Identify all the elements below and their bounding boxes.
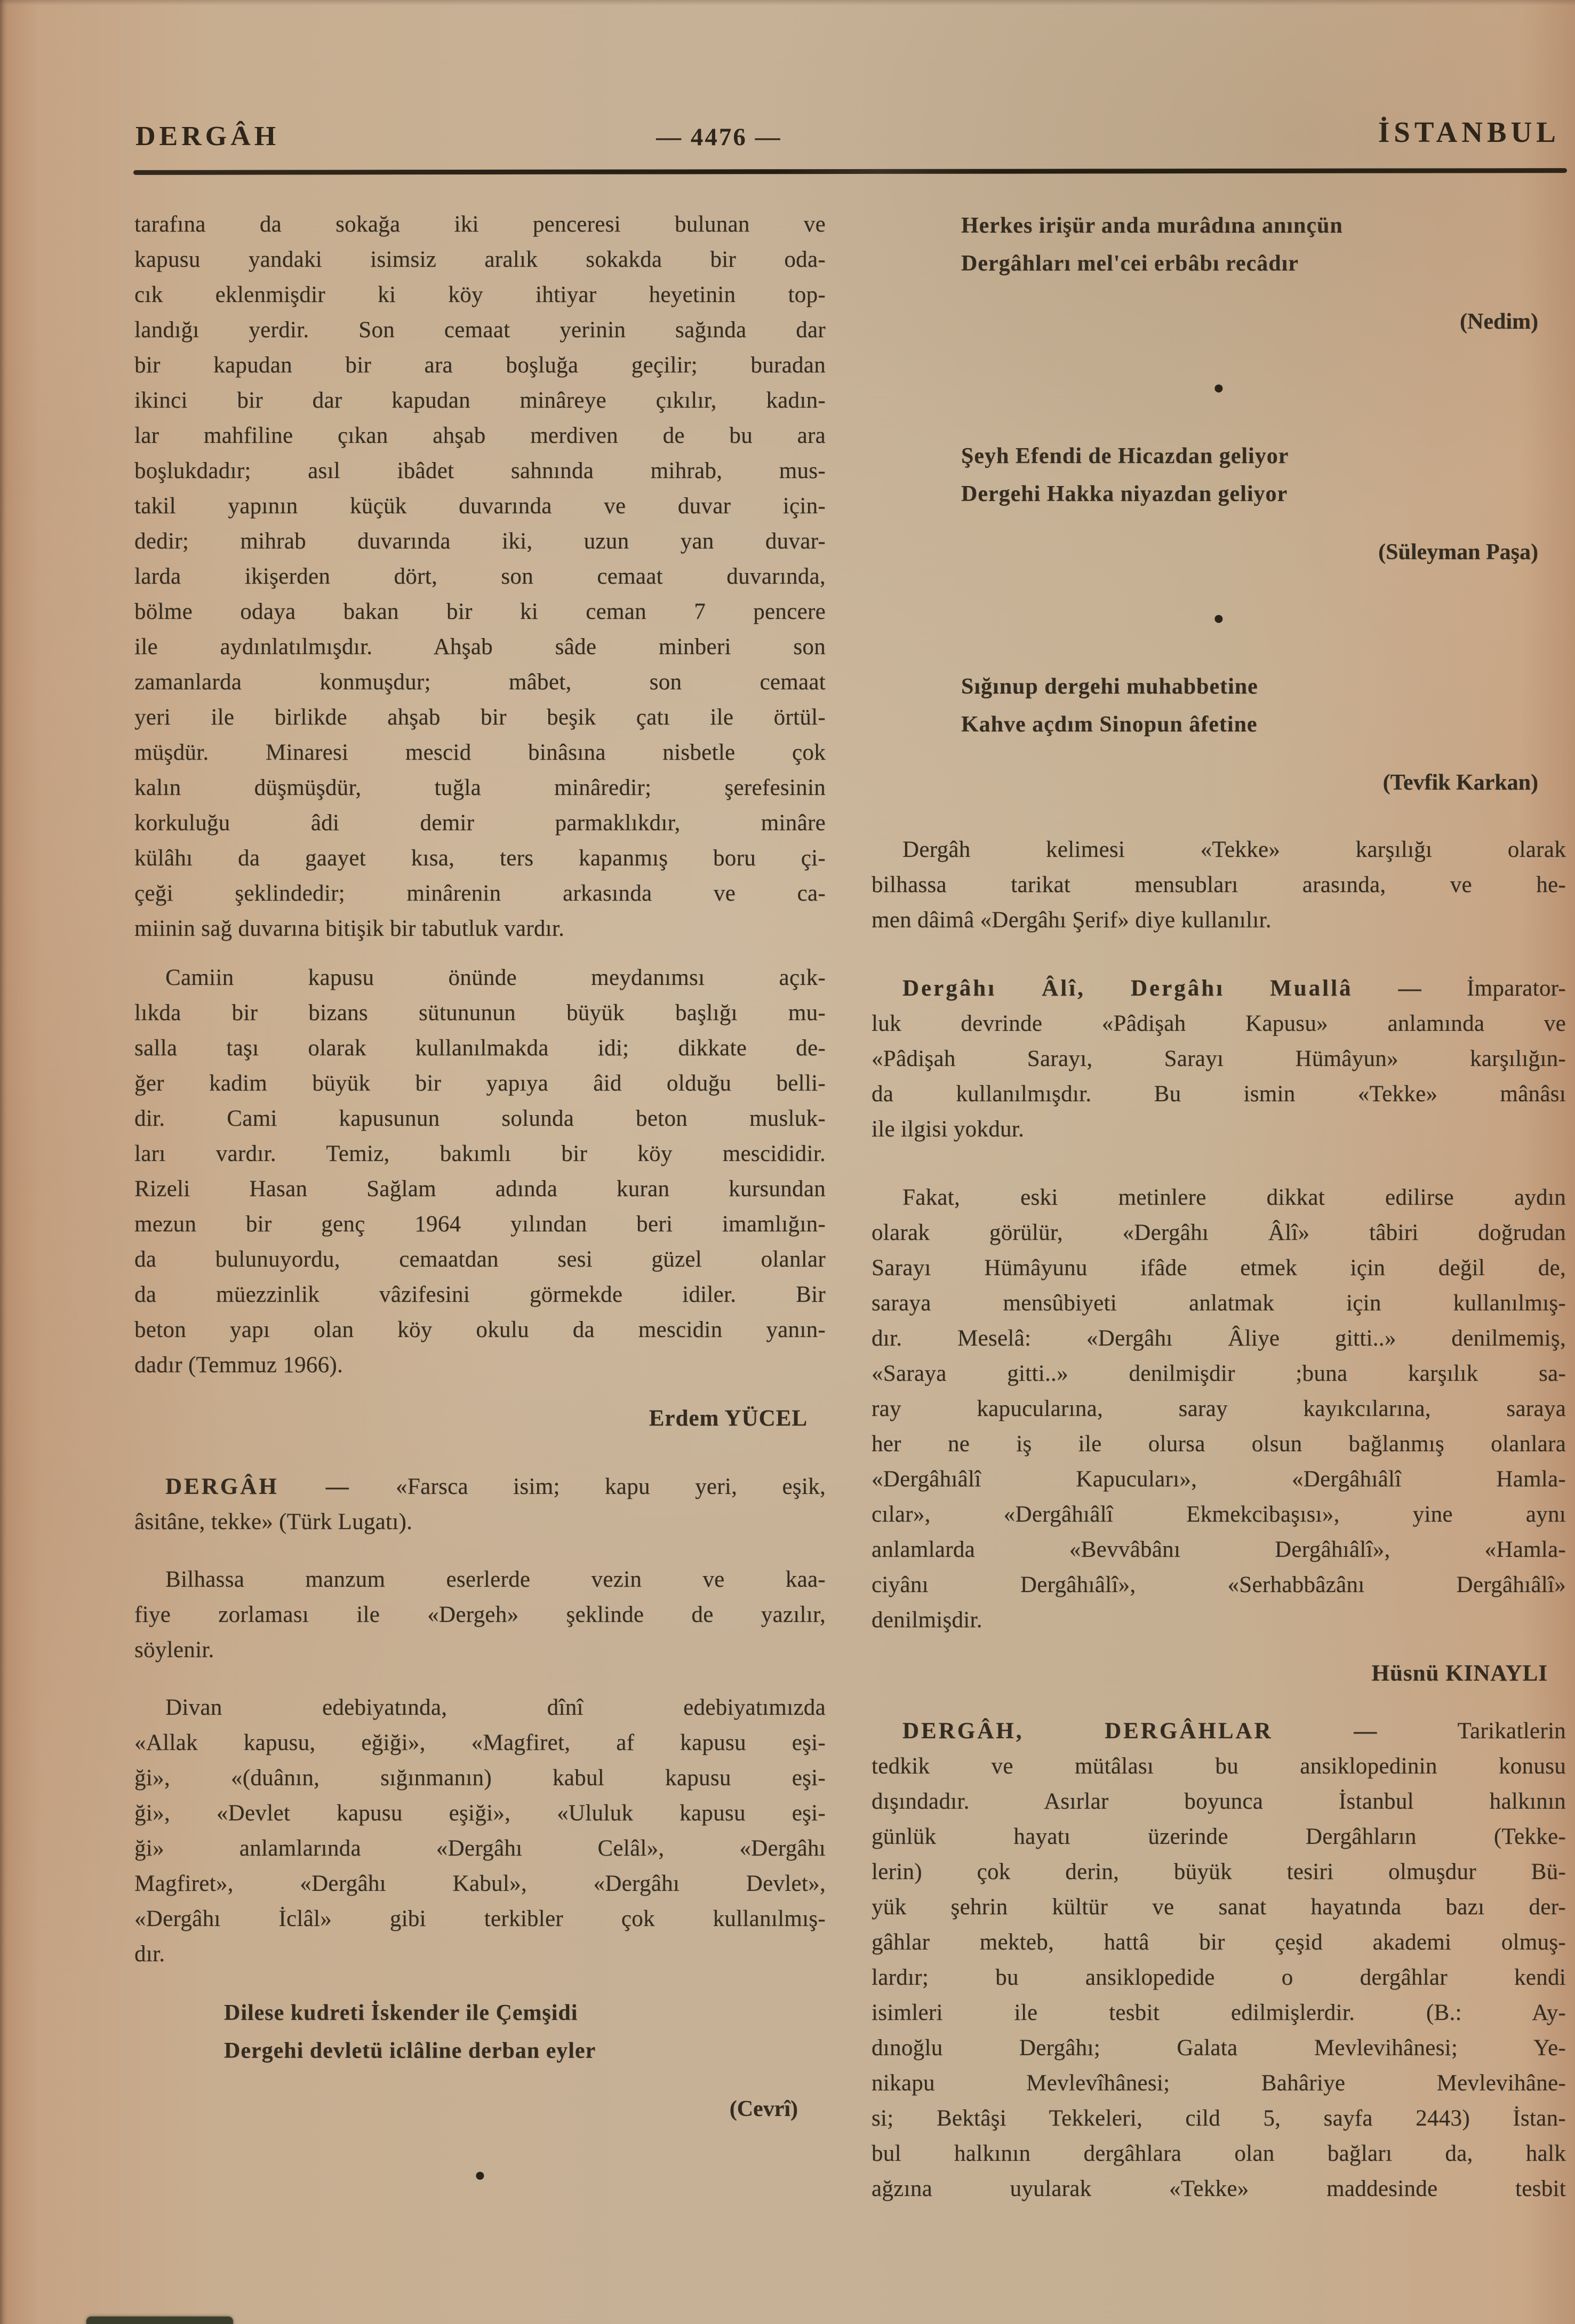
text-line: bölme odaya bakan bir ki ceman 7 pencere [134,599,826,624]
poem-couplet [961,437,1566,513]
text-line: lıkda bir bizans sütununun büyük başlığı mu- [134,1000,826,1025]
text-line: lardır; bu ansiklopedide o dergâhlar kendi [872,1965,1566,1990]
text-line: landığı yerdir. Son cemaat yerinin sağında dar [134,317,826,343]
text-line: beton yapı olan köy okulu da mescidin yanın- [134,1317,826,1342]
text-line: tedkik ve mütâlası bu ansiklopedinin konusu [872,1754,1566,1779]
text-line: Bilhassa manzum eserlerde vezin ve kaa- [165,1567,826,1592]
poem-line: Herkes irişür anda murâdına anınçün [961,213,1343,238]
text-line: çeği şeklindedir; minârenin arkasında ve ca- [134,881,826,906]
text-line: «Dergâhıâlî Kapucuları», «Dergâhıâlî Hamla- [872,1467,1566,1492]
section-separator-dot: ● [1213,608,1225,628]
text-line: DERGÂH — «Farsca isim; kapu yeri, eşik, [165,1474,826,1499]
text-line: dınoğlu Dergâhı; Galata Mevlevihânesi; Ye- [872,2035,1566,2060]
text-line: söylenir. [134,1637,214,1662]
text-columns [134,207,1566,2225]
section-separator-dot: ● [1213,377,1225,398]
poem-couplet [224,1994,826,2070]
text-line: ğer kadim büyük bir yapıya âid olduğu belli- [134,1071,826,1096]
text-line: Magfiret», «Dergâhı Kabul», «Dergâhı Devlet», [134,1871,826,1896]
text-line: külâhı da gaayet kısa, ters kapanmış boru çi- [134,846,826,871]
text-line: salla taşı olarak kullanılmakda idi; dikkate de- [134,1036,826,1061]
text-line: Dergâhı Âlî, Dergâhı Muallâ — İmparator- [902,976,1566,1001]
poem-line: Şeyh Efendi de Hicazdan geliyor [961,444,1289,468]
paragraph [134,207,826,946]
text-line: yeri ile birlikde ahşab bir beşik çatı ile örtül- [134,705,826,730]
paragraph [872,1714,1566,2207]
column-right [872,207,1566,2207]
author-signature: Hüsnü KINAYLI [1371,1661,1548,1686]
text-line: Sarayı Hümâyunu ifâde etmek için değil de, [872,1255,1566,1280]
text-line: ği», «(duânın, sığınmanın) kabul kapusu eşi- [134,1765,826,1790]
poem-line: Dergehi devletü iclâline derban eyler [224,2039,596,2063]
text-line: bilhassa tarikat mensubları arasında, ve he- [872,872,1566,897]
page-number: — 4476 — [656,123,782,151]
running-title-left: DERGÂH [135,121,280,152]
text-line: larda ikişerden dört, son cemaat duvarında, [134,564,826,589]
text-line: «Allak kapusu, eğiği», «Magfiret, af kapusu eşi- [134,1730,826,1755]
text-line: dadır (Temmuz 1966). [134,1352,343,1378]
poem-line: Dilese kudreti İskender ile Çemşidi [224,2001,578,2025]
text-line: «Saraya gitti..» denilmişdir ;buna karşılık sa- [872,1361,1566,1386]
text-line: «Pâdişah Sarayı, Sarayı Hümâyun» karşılığın- [872,1046,1566,1071]
text-line: bul halkının dergâhlara olan bağları da, halk [872,2141,1566,2166]
text-line: ile ilgisi yokdur. [872,1117,1025,1142]
text-line: cılar», «Dergâhıâlî Ekmekcibaşısı», yine aynı [872,1502,1566,1527]
text-line: luk devrinde «Pâdişah Kapusu» anlamında ve [872,1011,1566,1036]
text-line: âsitâne, tekke» (Türk Lugatı). [134,1509,413,1534]
author-signature: Erdem YÜCEL [649,1406,808,1431]
text-line: lar mahfiline çıkan ahşab merdiven de bu ara [134,423,826,448]
paragraph [872,1180,1566,1638]
text-line: ağzına uyularak «Tekke» maddesinde tesbit [872,2176,1566,2201]
text-line: ği», «Devlet kapusu eşiği», «Ululuk kapusu eşi- [134,1801,826,1826]
entry-term: Dergâhı Âlî, Dergâhı Muallâ — [902,976,1424,1001]
text-line: ciyânı Dergâhıâlî», «Serhabbâzânı Dergâhıâlî» [872,1572,1566,1597]
poem-couplet [961,668,1566,744]
text-line: Divan edebiyatında, dînî edebiyatımızda [165,1695,826,1720]
text-line: Fakat, eski metinlere dikkat edilirse aydın [902,1185,1566,1210]
text-line: Dergâh kelimesi «Tekke» karşılığı olarak [902,837,1566,862]
text-line: ikinci bir dar kapudan minâreye çıkılır, kadın- [134,388,826,413]
text-line: denilmişdir. [872,1607,982,1633]
column-left [134,207,826,2225]
text-line: saraya mensûbiyeti anlatmak için kullanılmış- [872,1291,1566,1316]
text-line: cık eklenmişdir ki köy ihtiyar heyetinin top- [134,282,826,307]
poem-line: Kahve açdım Sinopun âfetine [961,712,1258,737]
text-line: anlamlarda «Bevvâbânı Dergâhıâlî», «Hamla- [872,1537,1566,1562]
poem-line: Dergâhları mel'cei erbâbı recâdır [961,251,1299,276]
text-line: miinin sağ duvarına bitişik bir tabutluk vardır. [134,916,565,941]
text-line: da bulunuyordu, cemaatdan sesi güzel olanlar [134,1247,826,1272]
text-line: si; Bektâşi Tekkeleri, cild 5, sayfa 2443) İstan- [872,2106,1566,2131]
text-line: olarak görülür, «Dergâhı Âlî» tâbiri doğrudan [872,1220,1566,1245]
text-line: mezun bir genç 1964 yılından beri imamlığın- [134,1212,826,1237]
text-line: men dâimâ «Dergâhı Şerif» diye kullanılır. [872,908,1272,933]
paragraph [872,971,1566,1147]
text-line: ray kapucularına, saray kayıkcılarına, saraya [872,1396,1566,1421]
text-line: bir kapudan bir ara boşluğa geçilir; buradan [134,353,826,378]
text-line: dır. [134,1941,165,1967]
paragraph [134,1562,826,1668]
poem-attribution: (Tevfik Karkan) [1382,770,1538,795]
text-line: kalın düşmüşdür, tuğla minâredir; şerefesinin [134,775,826,800]
text-line: dır. Meselâ: «Dergâhı Âliye gitti..» denilmemiş, [872,1326,1566,1351]
text-line: lerin) çok derin, büyük tesiri olmuşdur Bü- [872,1859,1566,1884]
poem-attribution: (Nedim) [1460,309,1538,334]
text-line: dışındadır. Asırlar boyunca İstanbul halkının [872,1789,1566,1814]
poem-attribution: (Cevrî) [729,2097,798,2121]
text-line: gâhlar mekteb, hattâ bir çeşid akademi olmuş- [872,1930,1566,1955]
text-line: dedir; mihrab duvarında iki, uzun yan duvar- [134,529,826,554]
text-line: ile aydınlatılmışdır. Ahşab sâde minberi son [134,634,826,659]
paragraph [134,1690,826,1972]
paragraph [134,960,826,1383]
entry-term: DERGÂH — [165,1474,351,1499]
paragraph [134,1469,826,1540]
text-line: «Dergâhı İclâl» gibi terkibler çok kullanılmış- [134,1906,826,1931]
text-line: da müezzinlik vâzifesini görmekde idiler. Bir [134,1282,826,1307]
text-line: ları vardır. Temiz, bakımlı bir köy mescididir. [134,1141,826,1166]
running-title-right: İSTANBUL [1378,116,1560,148]
text-line: müşdür. Minaresi mescid binâsına nisbetle çok [134,740,826,765]
text-line: zamanlarda konmuşdur; mâbet, son cemaat [134,670,826,695]
poem-attribution: (Süleyman Paşa) [1378,540,1538,564]
poem-line: Sığınup dergehi muhabbetine [961,674,1258,699]
text-line: tarafına da sokağa iki penceresi bulunan ve [134,212,826,237]
header-rule [133,168,1567,175]
text-line: takil yapının küçük duvarında ve duvar için- [134,494,826,519]
text-line: fiye zorlaması ile «Dergeh» şeklinde de yazılır, [134,1602,826,1627]
paragraph [872,832,1566,938]
entry-term: DERGÂH, DERGÂHLAR — [902,1718,1379,1744]
text-line: ği» anlamlarında «Dergâhı Celâl», «Dergâhı [134,1836,826,1861]
text-line: her ne iş ile olursa olsun bağlanmış olanlara [872,1431,1566,1457]
text-line: da kullanılmışdır. Bu ismin «Tekke» mânâsı [872,1081,1566,1107]
text-line: isimleri ile tesbit edilmişlerdir. (B.: Ay- [872,2000,1566,2025]
poem-couplet [961,207,1566,283]
text-line: korkuluğu âdi demir parmaklıkdır, minâre [134,810,826,835]
page-left-edge [0,0,7,2324]
text-line: dir. Cami kapusunun solunda beton musluk- [134,1106,826,1131]
page-top-edge [0,0,1575,5]
page-header [134,116,1560,163]
text-line: kapusu yandaki isimsiz aralık sokakda bir oda- [134,247,826,272]
text-line: nikapu Mevlevîhânesi; Bahâriye Mevlevihâne- [872,2071,1566,2096]
poem-line: Dergehi Hakka niyazdan geliyor [961,482,1288,506]
text-line: günlük hayatı üzerinde Dergâhların (Tekke- [872,1824,1566,1849]
text-line: DERGÂH, DERGÂHLAR — Tarikatlerin [902,1718,1566,1744]
text-line: Rizeli Hasan Sağlam adında kuran kursundan [134,1176,826,1201]
text-line: boşlukdadır; asıl ibâdet sahnında mihrab, mus- [134,458,826,483]
text-line: Camiin kapusu önünde meydanımsı açık- [165,965,826,990]
section-separator-dot: ● [474,2164,486,2185]
bottom-edge-smudge [86,2317,233,2324]
text-line: yük şehrin kültür ve sanat hayatında bazı der- [872,1895,1566,1920]
